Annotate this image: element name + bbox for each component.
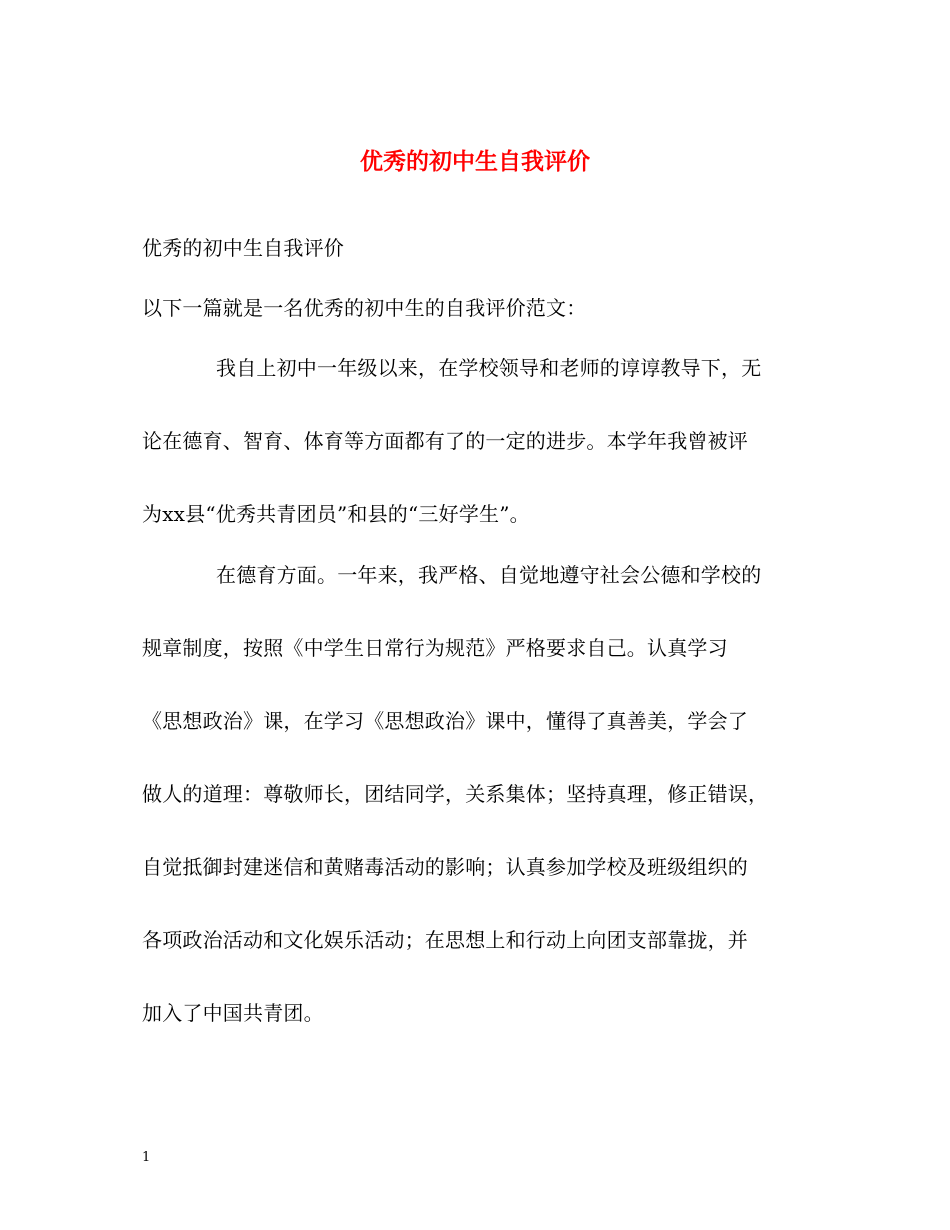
paragraph-2-line-3: 《思想政治》课，在学习《思想政治》课中，懂得了真善美，学会了: [142, 709, 748, 733]
paragraph-2-line-2: 规章制度，按照《中学生日常行为规范》严格要求自己。认真学习: [142, 636, 728, 660]
page-number: 1: [142, 1150, 151, 1165]
paragraph-1-line-2: 论在德育、智育、体育等方面都有了的一定的进步。本学年我曾被评: [142, 429, 748, 453]
paragraph-2-line-4: 做人的道理：尊敬师长，团结同学，关系集体；坚持真理，修正错误，: [142, 782, 769, 806]
paragraph-2-line-7: 加入了中国共青团。: [142, 1001, 324, 1025]
paragraph-2-line-6: 各项政治活动和文化娱乐活动；在思想上和行动上向团支部靠拢，并: [142, 928, 748, 952]
subtitle-line: 优秀的初中生自我评价: [142, 236, 344, 260]
paragraph-1-line-3: 为xx县“优秀共青团员”和县的“三好学生”。: [142, 502, 530, 526]
paragraph-1-line-1: 我自上初中一年级以来，在学校领导和老师的谆谆教导下，无: [216, 356, 762, 380]
intro-line: 以下一篇就是一名优秀的初中生的自我评价范文：: [142, 296, 587, 320]
paragraph-2-line-1: 在德育方面。一年来，我严格、自觉地遵守社会公德和学校的: [216, 563, 762, 587]
document-title: 优秀的初中生自我评价: [360, 148, 590, 175]
paragraph-2-line-5: 自觉抵御封建迷信和黄赌毒活动的影响；认真参加学校及班级组织的: [142, 855, 748, 879]
